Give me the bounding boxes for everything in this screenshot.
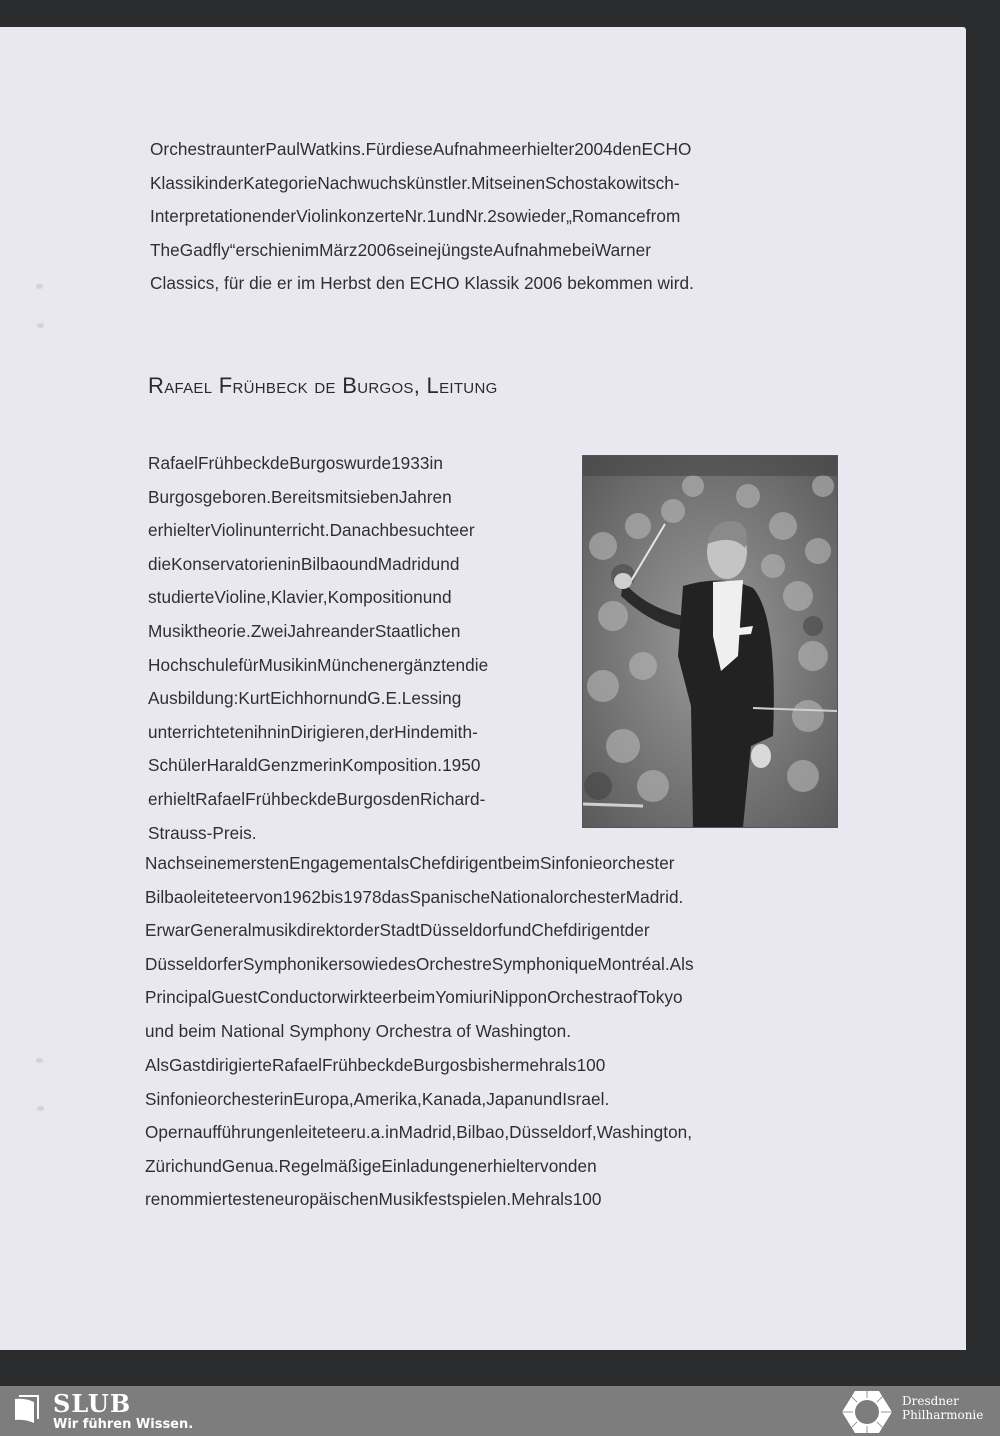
text-line: renommiertesteneuropäischenMusikfestspielen.Mehrals100 (145, 1189, 602, 1210)
text-line: ErwarGeneralmusikdirektorderStadtDüsseldorfundChefdirigentder (145, 920, 650, 941)
logo-line-2: Philharmonie (902, 1408, 984, 1422)
text-line: DüsseldorferSymphonikersowiedesOrchestreSymphoniqueMontréal.Als (145, 953, 694, 974)
logo-line-1: Dresdner (902, 1394, 959, 1408)
conductor-photo-illustration (583, 456, 837, 827)
text-line: Musiktheorie.ZweiJahreanderStaatlichen (148, 620, 461, 641)
text-line: RafaelFrühbeckdeBurgoswurde1933in (148, 453, 443, 473)
text-line: OrchestraunterPaulWatkins.FürdieseAufnahmeerhielter2004denECHO (150, 139, 692, 159)
text-line: Strauss-Preis. (148, 822, 257, 843)
section-heading: Rafael Frühbeck de Burgos, Leitung (148, 373, 498, 398)
text-line: unterrichtetenihninDirigieren,derHindemith- (148, 721, 478, 742)
punch-hole-mark (37, 1106, 44, 1111)
text-line: ZürichundGenua.RegelmäßigeEinladungenerhieltervonden (145, 1155, 597, 1176)
text-line: InterpretationenderViolinkonzerteNr.1undNr.2sowieder„Romancefrom (150, 206, 681, 227)
slub-tagline: Wir führen Wissen. (53, 1417, 194, 1432)
text-line: KlassikinderKategorieNachwuchskünstler.MitseinenSchostakowitsch- (150, 172, 680, 193)
text-line: SinfonieorchesterinEuropa,Amerika,Kanada,JapanundIsrael. (145, 1088, 610, 1109)
dresdner-philharmonie-logo-text (902, 1394, 983, 1422)
conductor-photo (582, 455, 838, 828)
dresdner-philharmonie-logo-icon (841, 1390, 893, 1434)
text-line: TheGadfly“erschienimMärz2006seinejüngsteAufnahmebeiWarner (150, 239, 651, 260)
text-line: Bilbaoleiteteervon1962bis1978dasSpanischeNationalorchesterMadrid. (145, 886, 684, 907)
slub-book-icon (13, 1394, 41, 1424)
text-line: dieKonservatorieninBilbaoundMadridund (148, 553, 460, 574)
guest-conducting-paragraph (145, 1049, 833, 1217)
text-line: erhieltRafaelFrühbeckdeBurgosdenRichard- (148, 788, 486, 809)
text-line: Classics, für die er im Herbst den ECHO Klassik 2006 bekommen wird. (150, 273, 694, 294)
text-line: NachseinemerstenEngagementalsChefdirigentbeimSinfonieorchester (145, 853, 675, 873)
career-paragraph (145, 847, 833, 1049)
text-line: Ausbildung:KurtEichhornundG.E.Lessing (148, 688, 462, 709)
slub-logo-text: SLUB (53, 1389, 132, 1418)
text-line: Opernaufführungenleiteteeru.a.inMadrid,Bilbao,Düsseldorf,Washington, (145, 1122, 693, 1143)
punch-hole-mark (36, 1058, 43, 1063)
bio-paragraph (148, 447, 567, 850)
text-line: Burgosgeboren.BereitsmitsiebenJahren (148, 486, 452, 507)
text-line: PrincipalGuestConductorwirkteerbeimYomiuriNipponOrchestraofTokyo (145, 987, 683, 1008)
text-line: SchülerHaraldGenzmerinKomposition.1950 (148, 755, 481, 776)
punch-hole-mark (37, 323, 44, 328)
text-line: studierteVioline,Klavier,Kompositionund (148, 587, 452, 608)
text-line: AlsGastdirigierteRafaelFrühbeckdeBurgosbishermehrals100 (145, 1055, 606, 1075)
text-line: HochschulefürMusikinMünchenergänztendie (148, 654, 489, 675)
text-line: und beim National Symphony Orchestra of Washington. (145, 1020, 572, 1041)
punch-hole-mark (36, 284, 43, 289)
intro-paragraph (150, 133, 838, 301)
footer-bar (0, 1386, 1000, 1436)
text-line: erhielterViolinunterricht.Danachbesuchteer (148, 520, 475, 541)
